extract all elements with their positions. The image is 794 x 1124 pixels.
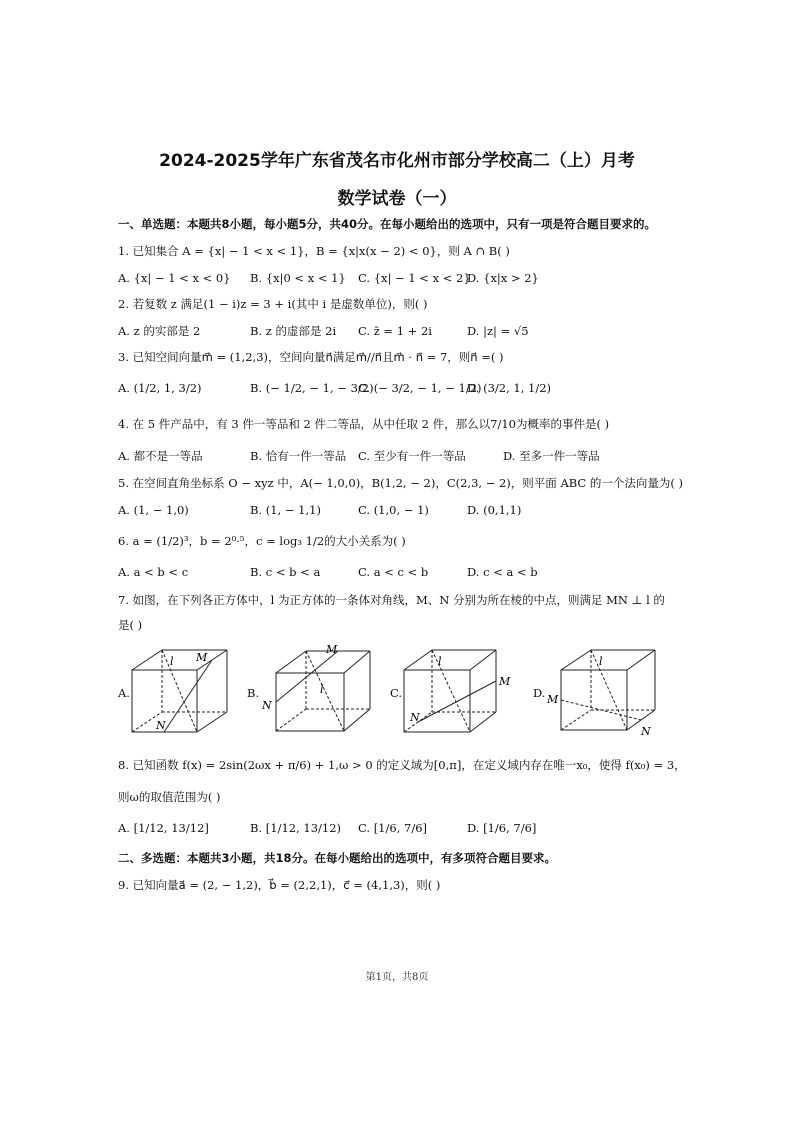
q4-option-b[interactable]: B. 恰有一件一等品 bbox=[250, 449, 347, 463]
q6-options bbox=[118, 564, 678, 580]
q7b-label-m: M bbox=[326, 643, 338, 656]
q3-option-c[interactable]: C. (− 3/2, − 1, − 1/2) bbox=[358, 381, 482, 395]
q8-stem-line2: 则ω的取值范围为( ) bbox=[118, 790, 221, 804]
q2-option-d[interactable]: D. |z| = √5 bbox=[467, 324, 529, 338]
q7d-label-n: N bbox=[641, 725, 651, 737]
q2-option-b[interactable]: B. z 的虚部是 2i bbox=[250, 324, 337, 338]
q7-figure-b-label[interactable]: B. bbox=[247, 686, 260, 700]
q6-stem: 6. a = (1/2)³，b = 2⁰·⁵，c = log₃ 1/2的大小关系为( ) bbox=[118, 534, 406, 548]
q1-option-c[interactable]: C. {x| − 1 < x < 2} bbox=[358, 271, 471, 285]
q4-stem: 4. 在 5 件产品中，有 3 件一等品和 2 件二等品，从中任取 2 件，那么以7/10为概率的事件是( ) bbox=[118, 417, 610, 431]
q4-option-c[interactable]: C. 至少有一件一等品 bbox=[358, 449, 466, 463]
q2-stem: 2. 若复数 z 满足(1 − i)z = 3 + i(其中 i 是虚数单位)，则( ) bbox=[118, 297, 428, 311]
page-footer: 第1页，共8页 bbox=[365, 972, 429, 983]
q8-option-c[interactable]: C. [1/6, 7/6] bbox=[358, 821, 427, 835]
q8-stem-line1: 8. 已知函数 f(x) = 2sin(2ωx + π/6) + 1,ω > 0 的定义域为[0,π]，在定义域内存在唯一x₀，使得 f(x₀) = 3， bbox=[118, 758, 686, 772]
q7b-label-l: l bbox=[320, 683, 324, 696]
q7d-label-m: M bbox=[547, 693, 559, 706]
q6-option-b[interactable]: B. c < b < a bbox=[250, 565, 321, 579]
q7c-label-n: N bbox=[410, 711, 420, 724]
q7c-label-l: l bbox=[438, 655, 442, 668]
q6-option-c[interactable]: C. a < c < b bbox=[358, 565, 429, 579]
q8-option-a[interactable]: A. [1/12, 13/12] bbox=[118, 821, 209, 835]
q7-figure-d-label[interactable]: D. bbox=[533, 686, 546, 700]
q5-option-d[interactable]: D. (0,1,1) bbox=[467, 503, 522, 517]
q2-options bbox=[118, 323, 678, 339]
q7-figure-c-label[interactable]: C. bbox=[390, 686, 403, 700]
q7-figure-a-label[interactable]: A. bbox=[118, 686, 130, 700]
q7-cube-b bbox=[262, 643, 374, 735]
q2-option-c[interactable]: C. z̄ = 1 + 2i bbox=[358, 324, 432, 338]
q2-option-a[interactable]: A. z 的实部是 2 bbox=[118, 324, 201, 338]
q8-option-b[interactable]: B. [1/12, 13/12) bbox=[250, 821, 342, 835]
q7c-label-m: M bbox=[499, 675, 511, 688]
q7b-label-n: N bbox=[262, 699, 272, 712]
q3-options bbox=[118, 380, 678, 396]
q5-option-a[interactable]: A. (1, − 1,0) bbox=[118, 503, 189, 517]
q3-option-d[interactable]: D. (3/2, 1, 1/2) bbox=[467, 381, 552, 395]
section-single-choice-header: 一、单选题：本题共8小题，每小题5分，共40分。在每小题给出的选项中，只有一项是符合题目要求的。 bbox=[118, 217, 657, 231]
q1-option-a[interactable]: A. {x| − 1 < x < 0} bbox=[118, 271, 231, 285]
q8-options bbox=[118, 820, 678, 836]
q7a-label-m: M bbox=[196, 651, 208, 664]
q7-cube-a bbox=[130, 645, 240, 735]
q1-option-b[interactable]: B. {x|0 < x < 1} bbox=[250, 271, 346, 285]
q5-option-b[interactable]: B. (1, − 1,1) bbox=[250, 503, 321, 517]
q8-option-d[interactable]: D. [1/6, 7/6] bbox=[467, 821, 537, 835]
exam-title: 2024-2025学年广东省茂名市化州市部分学校高二（上）月考 bbox=[159, 151, 635, 171]
q7-stem-line1: 7. 如图，在下列各正方体中，l 为正方体的一条体对角线，M、N 分别为所在棱的中点，则满足 MN ⊥ l 的 bbox=[118, 593, 665, 607]
q5-stem: 5. 在空间直角坐标系 O − xyz 中，A(− 1,0,0)，B(1,2, − 2)，C(2,3, − 2)，则平面 ABC 的一个法向量为( ) bbox=[118, 476, 684, 490]
q7-cube-d bbox=[545, 645, 660, 737]
q5-options bbox=[118, 502, 678, 518]
q1-stem: 1. 已知集合 A = {x| − 1 < x < 1}，B = {x|x(x − 2) < 0}，则 A ∩ B( ) bbox=[118, 244, 510, 258]
q4-option-d[interactable]: D. 至多一件一等品 bbox=[503, 449, 600, 463]
q1-options bbox=[118, 270, 678, 286]
q3-option-a[interactable]: A. (1/2, 1, 3/2) bbox=[118, 381, 202, 395]
q7a-label-n: N bbox=[156, 719, 166, 732]
q4-options bbox=[118, 448, 678, 464]
q9-stem: 9. 已知向量a⃗ = (2, − 1,2)，b⃗ = (2,2,1)，c⃗ = (4,1,3)，则( ) bbox=[118, 878, 441, 892]
q5-option-c[interactable]: C. (1,0, − 1) bbox=[358, 503, 429, 517]
q4-option-a[interactable]: A. 都不是一等品 bbox=[118, 449, 203, 463]
q6-option-a[interactable]: A. a < b < c bbox=[118, 565, 189, 579]
exam-subtitle: 数学试卷（一） bbox=[337, 189, 457, 209]
q7a-label-l: l bbox=[170, 655, 174, 668]
q3-stem: 3. 已知空间向量m⃗ = (1,2,3)，空间向量n⃗满足m⃗//n⃗且m⃗ · n⃗ = 7，则n⃗ =( ) bbox=[118, 350, 504, 364]
q6-option-d[interactable]: D. c < a < b bbox=[467, 565, 538, 579]
q7d-label-l: l bbox=[599, 655, 603, 668]
q7-cube-c bbox=[402, 645, 514, 735]
q1-option-d[interactable]: D. {x|x > 2} bbox=[467, 271, 539, 285]
q7-stem-line2: 是( ) bbox=[118, 618, 143, 632]
section-multi-choice-header: 二、多选题：本题共3小题，共18分。在每小题给出的选项中，有多项符合题目要求。 bbox=[118, 851, 557, 865]
q3-option-b[interactable]: B. (− 1/2, − 1, − 3/2) bbox=[250, 381, 374, 395]
